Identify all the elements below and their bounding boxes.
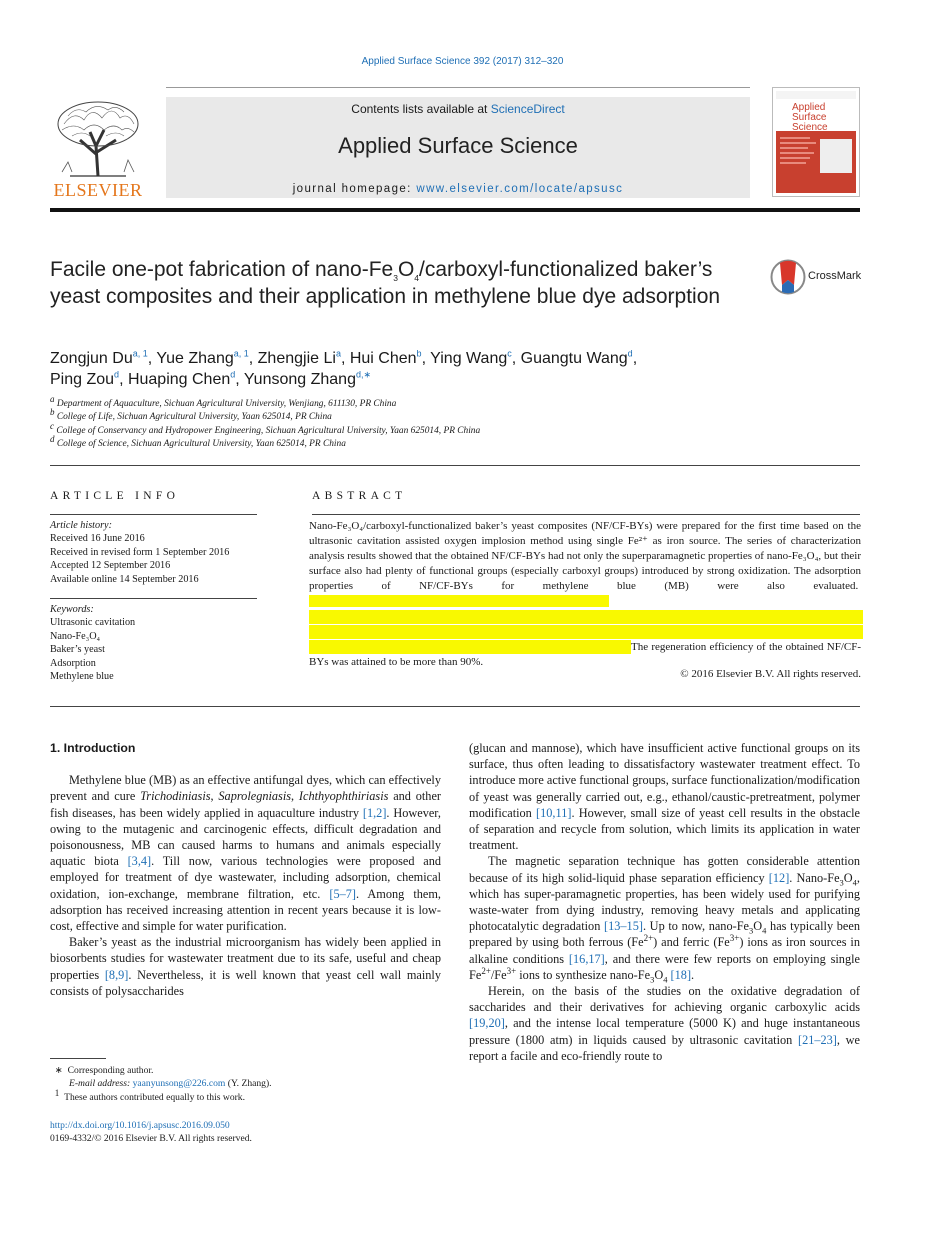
abstract-copyright: © 2016 Elsevier B.V. All rights reserved. [680, 668, 861, 680]
footnotes [50, 1064, 441, 1104]
header-thick-rule [50, 208, 860, 212]
highlighted-redaction [309, 640, 631, 654]
contents-line [166, 102, 750, 116]
body-column-left [50, 740, 441, 999]
footnote-corresponding: ∗ Corresponding author. [50, 1065, 154, 1076]
author[interactable]: Huaping Chen$^d$ [127, 369, 236, 388]
history-item: Received in revised form 1 September 2016 [50, 546, 230, 558]
paragraph: Methylene blue (MB) as an effective antifungal dyes, which can effectively prevent and cure Trichodiniasis, Saprolegniasis, Ichthyophthiriasis and other fish diseases, has been widely applied in aquaculture industry [1,2]. However, owing to the mutagenic and carcinogenic effects, difficult degradation and poisonousness, MB can caused harms to humans and animals especially aquatic biota [3,4]. Till now, various technologies were proposed and employed for treatment of dye wastewater, including adsorption, chemical oxidation, ion-exchange, membrane filtration, etc. [5–7]. Among them, adsorption has received increasing attention in recent years because it is low-cost, effective and simple for water purification. [50, 773, 442, 934]
highlighted-redaction [309, 610, 863, 624]
rule [50, 465, 860, 466]
homepage-link[interactable]: www.elsevier.com/locate/apsusc [416, 183, 624, 195]
highlighted-redaction [309, 595, 609, 607]
affiliation: $^c$ College of Conservancy and Hydropower Engineering, Sichuan Agricultural University, Yaan 625014, PR China [50, 420, 481, 436]
doi-link[interactable]: http://dx.doi.org/10.1016/j.apsusc.2016.09.050 [50, 1120, 230, 1131]
keyword: Ultrasonic cavitation [50, 617, 136, 629]
author[interactable]: Ying Wang$^c$ [430, 348, 512, 367]
body-column-right [469, 740, 860, 1064]
affiliation: $^b$ College of Life, Sichuan Agricultural University, Yaan 625014, PR China [50, 407, 332, 423]
rule [50, 706, 860, 707]
abstract-text: Nano-Fe₃O₄/carboxyl-functionalized baker’s yeast composites (NF/CF-BYs) were prepared for the first time based on the ultrasonic cavitation assisted oxygen implosion method using single Fe²⁺ as iron source. The series of characterization analysis results showed that the obtained NF/CF-BYs had not only the superparamagnetic properties of nano-Fe₃O₄, but their surface also had plenty of functional groups (especially carboxyl groups) introduced by strong oxidization. The adsorption properties of NF/CF-BYs for methylene blue (MB) were also evaluated. The regeneration efficiency of the obtained NF/CF-BYs was attained to be more than 90%. [309, 520, 861, 668]
sciencedirect-link[interactable]: ScienceDirect [490, 102, 565, 116]
author[interactable]: Yue Zhang$^{a, 1}$ [156, 348, 249, 367]
keywords-label: Keywords: [50, 604, 94, 615]
elsevier-wordmark: ELSEVIER [53, 180, 143, 200]
author[interactable]: Yunsong Zhang$^{d,∗}$ [243, 369, 372, 388]
rule [50, 514, 257, 515]
cover-title-2: Surface Science [792, 112, 828, 133]
journal-cover-thumbnail[interactable] [772, 87, 860, 197]
author[interactable]: Ping Zou$^d$ [50, 369, 120, 388]
homepage-prefix: journal homepage: [292, 183, 417, 195]
cover-title-1: Applied [792, 102, 826, 113]
homepage-line [166, 183, 750, 195]
author[interactable]: Guangtu Wang$^d$ [520, 348, 633, 367]
history-label: Article history: [50, 520, 112, 531]
history-item: Available online 14 September 2016 [50, 573, 199, 585]
history-item: Received 16 June 2016 [50, 533, 145, 545]
top-rule [166, 87, 750, 88]
footnote-equal-contribution: $^1$ These authors contributed equally to this work. [54, 1087, 246, 1103]
affiliations [50, 393, 850, 452]
crossmark-label: CrossMark [808, 270, 862, 282]
article-title: Facile one-pot fabrication of nano-$Fe_3O_4/carboxyl$-functionalized baker’s yeast composites and their application in methylene blue dye adsorption [50, 258, 721, 308]
highlighted-redaction [309, 625, 863, 639]
author[interactable]: Zongjun Du$^{a, 1}$ [50, 348, 148, 367]
keyword: Methylene blue [50, 671, 114, 683]
issn-line: 0169-4332/© 2016 Elsevier B.V. All rights reserved. [50, 1133, 252, 1145]
contents-prefix: Contents lists available at [351, 102, 491, 116]
affiliation: $^a$ Department of Aquaculture, Sichuan Agricultural University, Wenjiang, 611130, PR China [50, 393, 397, 409]
doi-block [50, 1119, 441, 1146]
journal-reference-link[interactable]: Applied Surface Science 392 (2017) 312–320 [361, 56, 564, 67]
article-history [50, 519, 257, 586]
keyword: Nano-Fe₃O₄ [50, 630, 101, 642]
author-list: Zongjun Du$^{a, 1}$, Yue Zhang$^{a, 1}$, Zhengjie Li$^a$, Hui Chen$^b$, Ying Wang$^c$, Guangtu Wang$^d$, Ping Zou$^d$, Huaping Chen$^d$, Yunsong Zhang$^{d,∗}$ [50, 348, 638, 388]
affiliation: $^d$ College of Science, Sichuan Agricultural University, Yaan 625014, PR China [50, 434, 346, 450]
section-heading-introduction: 1. Introduction [50, 741, 136, 755]
paragraph: The magnetic separation technique has gotten considerable attention because of its high solid-liquid phase separation efficiency [12]. Nano-$Fe_3O_4$, which has super-paramagnetic properties, has been widely used for purifying waste-water from dying industry, removing heavy metals and applicating photocatalytic degradation [13–15]. Up to now, nano-$Fe_3O_4$ has typically been prepared by using both ferrous $(Fe^{2+})$ and ferric $(Fe^{3+})$ ions as iron sources in alkaline conditions [16,17], and there were few reports on employing single $Fe^{2+}/Fe^{3+}$ ions to synthesize nano-$Fe_3O_4$ [18]. [469, 854, 860, 985]
rule [312, 514, 860, 515]
footnote-email: E-mail address: yaanyunsong@226.com (Y. Zhang). [69, 1078, 272, 1090]
email-link[interactable]: yaanyunsong@226.com [132, 1078, 226, 1090]
footnote-rule [50, 1058, 106, 1059]
keywords [50, 603, 257, 683]
paragraph: (glucan and mannose), which have insufficient active functional groups on its surface, thus often leading to dissatisfactory wastewater treatment effect. To introduce more active functional groups, surface functionalization/modification of yeast was generally carried out, e.g., ethanol/caustic-pretreatment, polymer modification [10,11]. However, small size of yeast cell results in the obstacle of separation and recycle from solution, which limits its application in water treatment. [469, 741, 860, 853]
crossmark-icon [770, 259, 806, 295]
author[interactable]: Hui Chen$^b$ [349, 348, 422, 367]
abstract-heading: ABSTRACT [312, 490, 407, 502]
journal-header-box [166, 97, 750, 198]
elsevier-logo [50, 96, 146, 200]
keyword: Baker’s yeast [50, 644, 105, 656]
paragraph: Baker’s yeast as the industrial microorganism has widely been applied in biosorbents studies for wastewater treatment due to its safe, useful and cheap properties [8,9]. Nevertheless, it is well known that yeast cell wall mainly consists of polysaccharides [50, 935, 442, 998]
journal-name: Applied Surface Science [338, 133, 578, 158]
author[interactable]: Zhengjie Li$^a$ [257, 348, 341, 367]
history-item: Accepted 12 September 2016 [50, 560, 171, 572]
crossmark-badge[interactable] [770, 259, 862, 295]
paragraph: Herein, on the basis of the studies on the oxidative degradation of saccharides and their derivatives for achieving organic carboxylic acids [19,20], and the intense local temperature (5000 K) and huge instantaneous pressure (1800 atm) in liquids caused by ultrasonic cavitation [21–23], we report a facile and eco-friendly route to [469, 984, 860, 1063]
keyword: Adsorption [50, 657, 96, 669]
article-info-heading: ARTICLE INFO [50, 490, 180, 502]
rule [50, 598, 257, 599]
